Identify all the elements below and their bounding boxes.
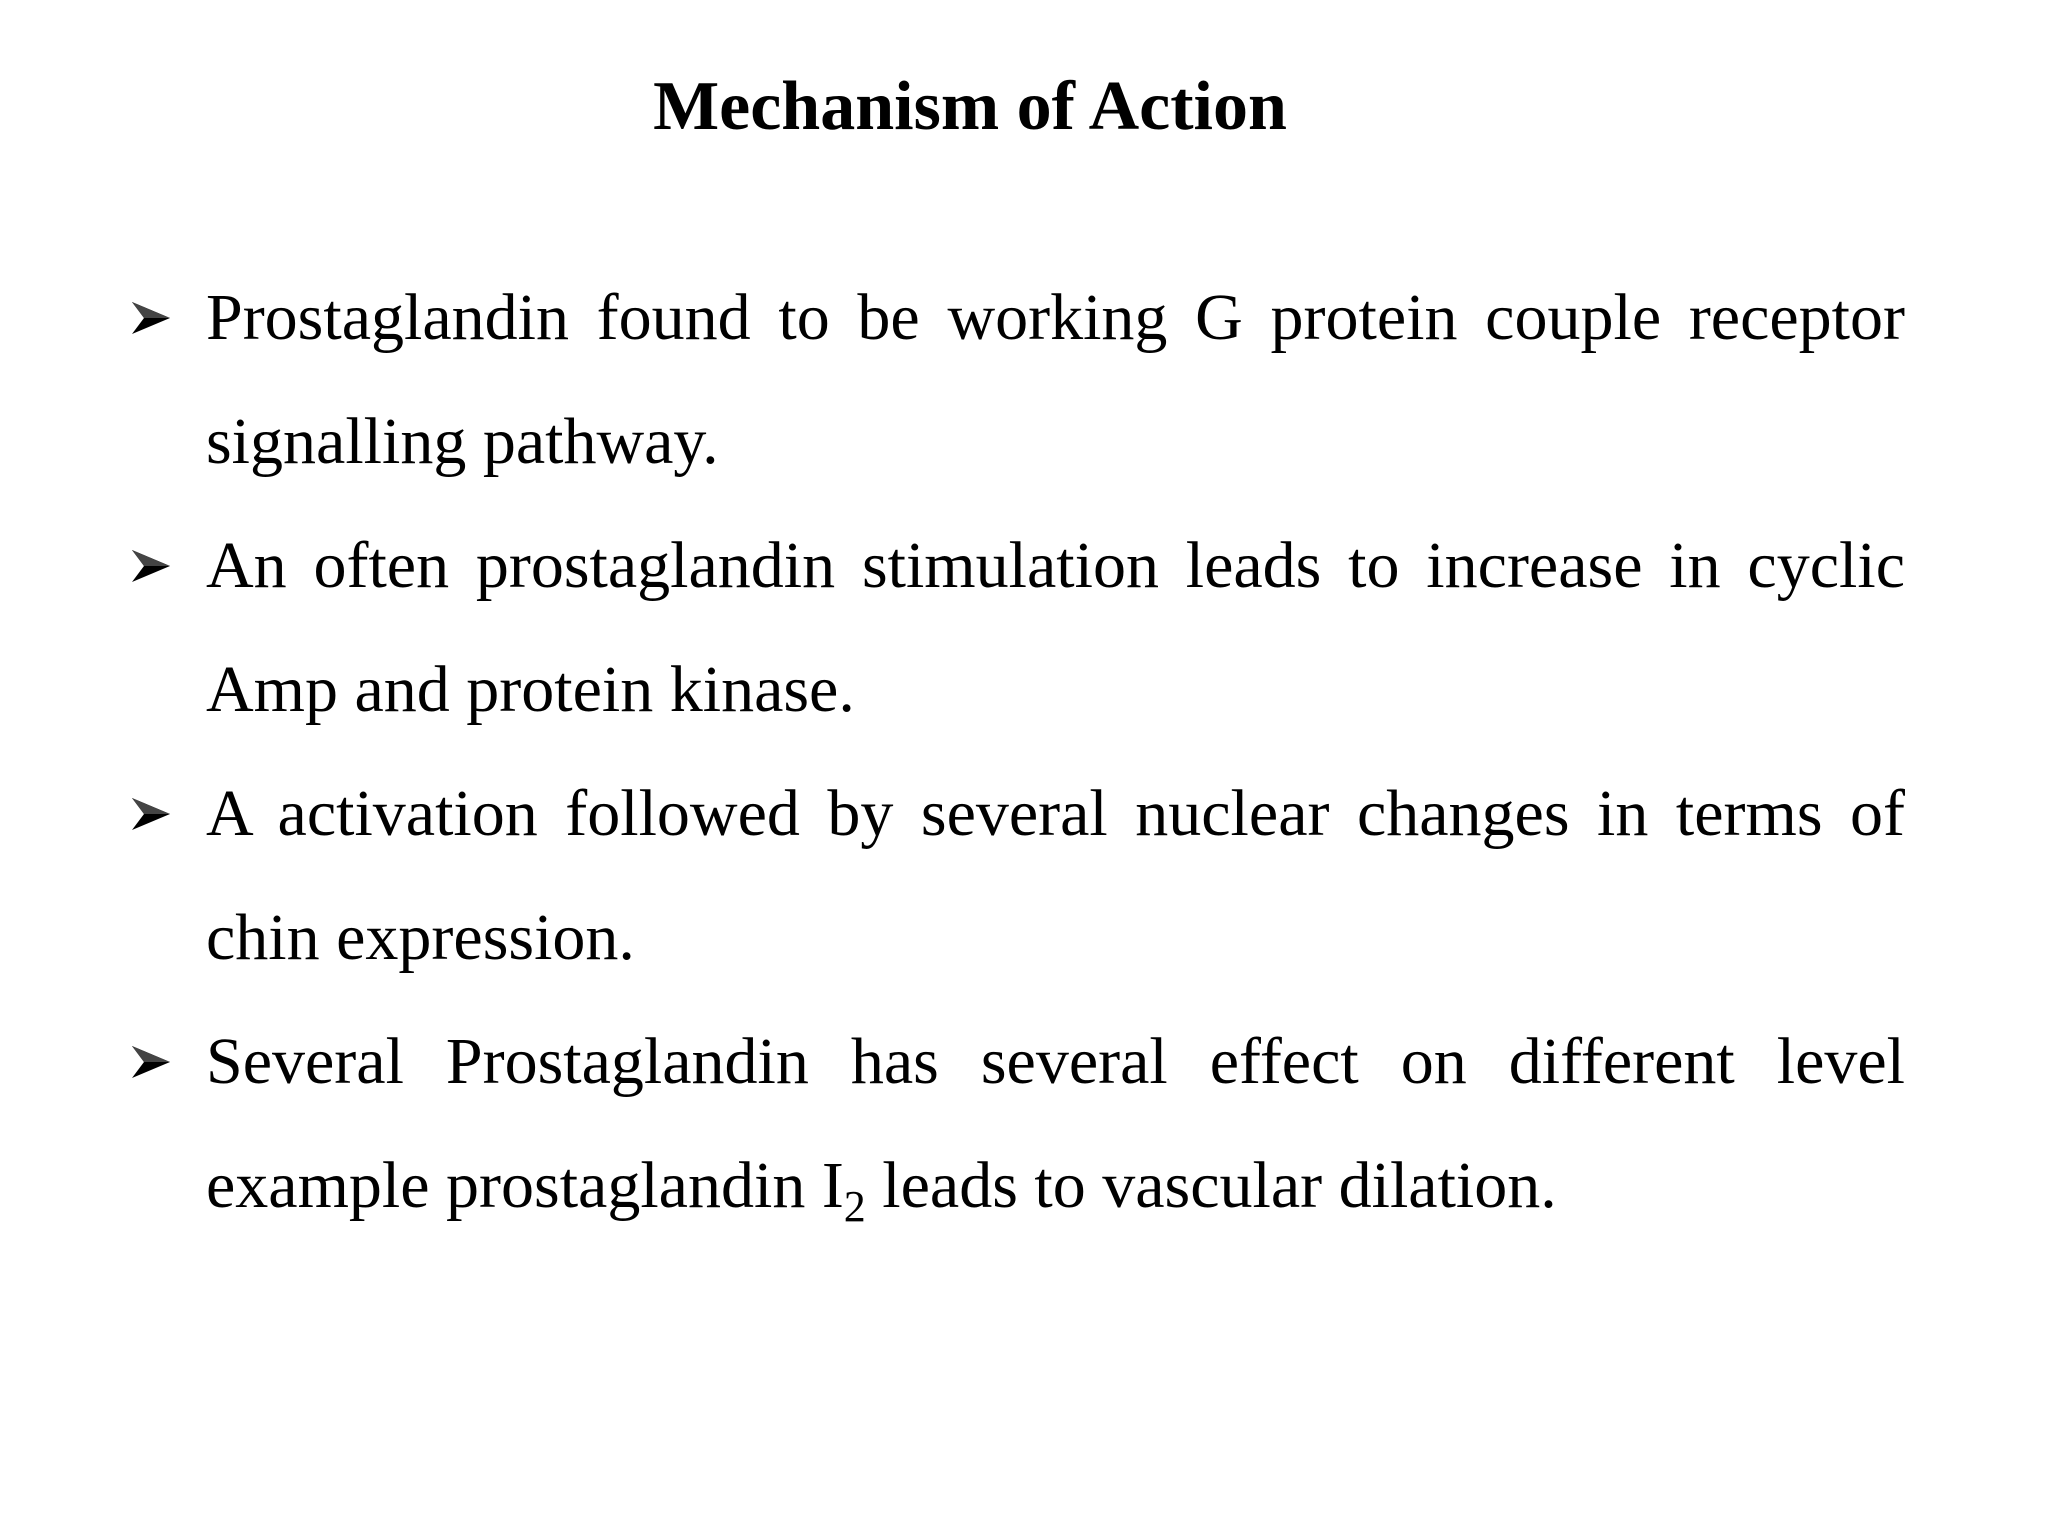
- subscript: 2: [843, 1182, 866, 1231]
- bullet-item-2: [130, 504, 1905, 752]
- arrowhead-bullet-icon: [130, 1000, 180, 1124]
- bullet-item-1: [130, 256, 1905, 504]
- slide-title: Mechanism of Action: [653, 68, 1287, 145]
- arrowhead-bullet-icon: [130, 504, 180, 628]
- arrowhead-bullet-icon: [130, 256, 180, 380]
- bullet-text-after: leads to vascular dilation.: [865, 1149, 1557, 1222]
- bullet-text: An often prostaglandin stimulation leads to increase in cyclic Amp and protein kinase.: [206, 529, 1905, 726]
- bullet-text-before: Several Prostaglandin has several effect on different level example prostaglandin I: [206, 1025, 1905, 1222]
- bullet-list: [130, 256, 1905, 1248]
- bullet-item-4: [130, 1000, 1905, 1248]
- bullet-text: Prostaglandin found to be working G protein couple receptor signalling pathway.: [206, 281, 1905, 478]
- arrowhead-bullet-icon: [130, 752, 180, 876]
- bullet-item-3: [130, 752, 1905, 1000]
- bullet-text: A activation followed by several nuclear changes in terms of chin expression.: [206, 777, 1905, 974]
- bullet-text: [206, 1025, 1905, 1231]
